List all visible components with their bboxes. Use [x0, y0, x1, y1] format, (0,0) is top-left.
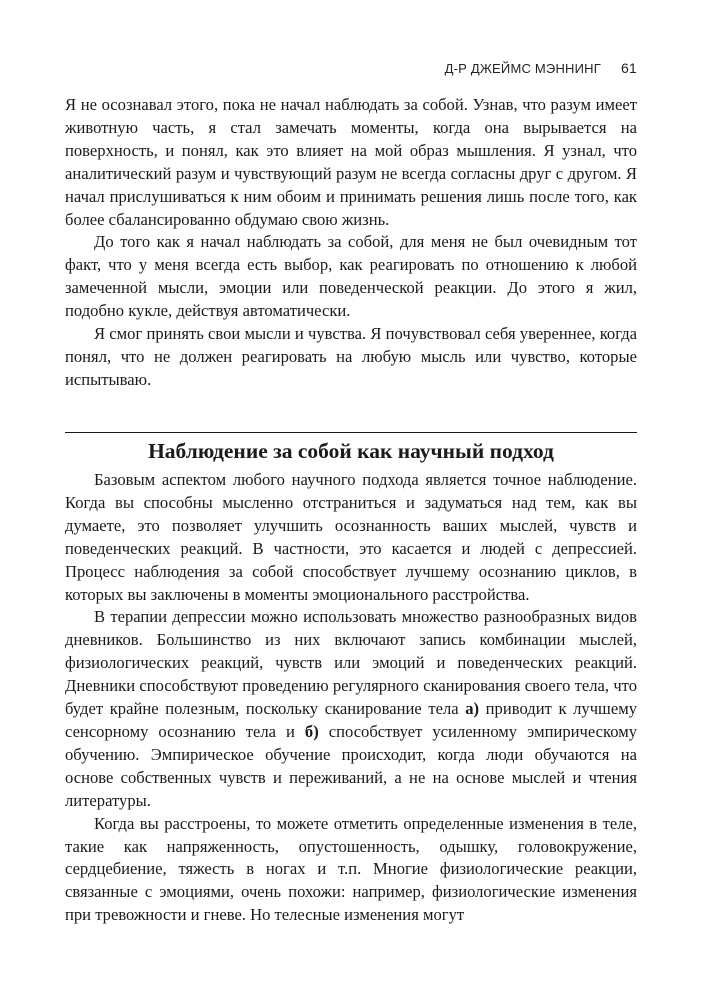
- list-marker-a: а): [465, 699, 480, 719]
- section-heading: Наблюдение за собой как научный подход: [148, 439, 554, 463]
- section-text-block: [65, 469, 637, 927]
- section-paragraph-3: Когда вы расстроены, то можете отметить определенные изменения в теле, такие как напряженность, опустошенность, одышку, головокружение, сердцебиение, тяжесть в ногах и т.п. Многие физиологические реакции, связанные с эмоциями, очень похожи: например, физиологические изменения при тревожности и гневе. Но телесные изменения могут: [65, 813, 637, 925]
- list-marker-b: б): [304, 721, 319, 741]
- section-divider: [65, 432, 637, 433]
- paragraph-2: До того как я начал наблюдать за собой, для меня не был очевидным тот факт, что у меня всегда есть выбор, как реагировать по отношению к любой замеченной мысли, эмоции или поведенческой реакции. До этого я жил, подобно кукле, действуя автоматически.: [65, 232, 637, 321]
- paragraph-1: Я не осознавал этого, пока не начал наблюдать за собой. Узнав, что разум имеет животную часть, я стал замечать моменты, когда она вырывается на поверхность, и понял, как это влияет на мой образ мышления. Я узнал, что аналитический разум и чувствующий разум не всегда согласны друг с другом. Я начал прислушиваться к ним обоим и принимать решения лишь после того, как более сбалансированно обдумаю свою жизнь.: [65, 95, 637, 229]
- section-paragraph-2-part-1: В терапии депрессии можно использовать множество разнообразных видов дневников. Большинство из них включают запись комбинации мыслей, физиологических реакций, чувств или эмоций и поведенческих реакций. Дневники способствуют проведению регулярного сканирования своего тела, что будет крайне полезным, поскольку сканирование тела: [65, 607, 637, 719]
- running-header: [445, 60, 637, 76]
- section-paragraph-2-part-3: способствует усиленному эмпирическому обучению. Эмпирическое обучение происходит, когда люди обучаются на основе собственных чувств и переживаний, а не на основе мыслей и чтения литературы.: [65, 721, 637, 810]
- section-paragraph-2-part-2: приводит к лучшему сенсорному осознанию тела и: [65, 699, 638, 741]
- paragraph-3: Я смог принять свои мысли и чувства. Я почувствовал себя увереннее, когда понял, что не должен реагировать на любую мысль или чувство, которые испытываю.: [65, 324, 637, 389]
- top-text-block: [65, 94, 637, 392]
- page-number: 61: [621, 60, 637, 76]
- section-paragraph-2: [65, 606, 637, 812]
- running-header-author: Д-Р ДЖЕЙМС МЭННИНГ: [444, 61, 602, 76]
- section-paragraph-1: Базовым аспектом любого научного подхода является точное наблюдение. Когда вы способны мысленно отстраниться и задуматься над тем, как вы думаете, это позволяет улучшить осознанность ваших мыслей, чувств и поведенческих реакций. В частности, это касается и людей с депрессией. Процесс наблюдения за собой способствует лучшему осознанию циклов, в которых вы заключены в моменты эмоционального расстройства.: [65, 470, 637, 604]
